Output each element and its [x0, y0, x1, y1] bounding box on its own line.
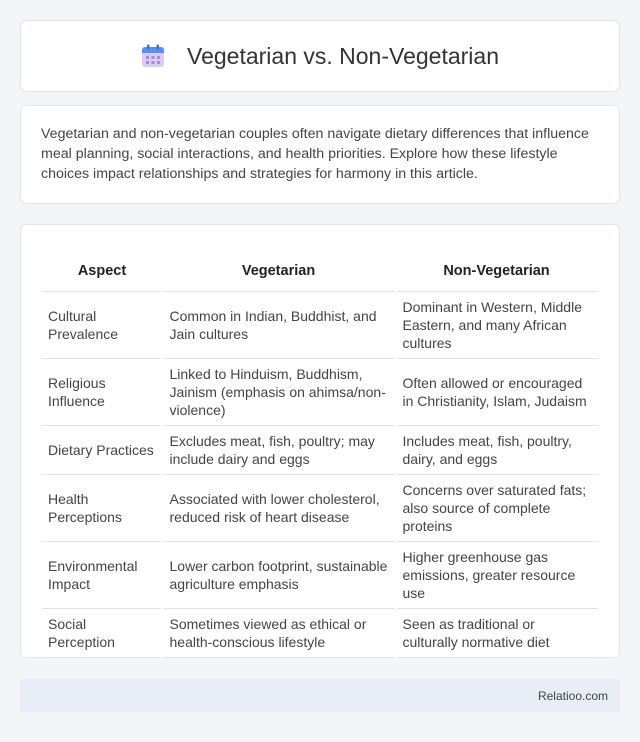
table-row: [42, 474, 598, 541]
table-cell-vegetarian: Associated with lower cholesterol, reduced risk of heart disease: [162, 474, 395, 541]
table-cell-vegetarian: Excludes meat, fish, poultry; may include dairy and eggs: [162, 425, 395, 474]
table-cell-vegetarian: Linked to Hinduism, Buddhism, Jainism (emphasis on ahimsa/non-violence): [162, 358, 395, 425]
table-cell-aspect: Religious Influence: [42, 358, 162, 425]
table-cell-aspect: Social Perception: [42, 608, 162, 657]
table-cell-aspect: Environmental Impact: [42, 541, 162, 608]
header-card: [20, 20, 620, 92]
intro-paragraph: Vegetarian and non-vegetarian couples often navigate dietary differences that influence meal planning, social interactions, and health priorities. Explore how these lifestyle choices impact relationships and strategies for harmony in this article.: [41, 126, 589, 182]
table-row: [42, 425, 598, 474]
column-header-aspect: Aspect: [42, 245, 162, 291]
footer-brand: Relatioo.com: [537, 688, 608, 703]
table-row: [42, 541, 598, 608]
table-cell-non-vegetarian: Often allowed or encouraged in Christianity, Islam, Judaism: [395, 358, 598, 425]
table-cell-vegetarian: Common in Indian, Buddhist, and Jain cultures: [162, 291, 395, 358]
table-cell-aspect: Dietary Practices: [42, 425, 162, 474]
comparison-table-card: [20, 224, 620, 658]
table-cell-non-vegetarian: Higher greenhouse gas emissions, greater resource use: [395, 541, 598, 608]
table-cell-vegetarian: Lower carbon footprint, sustainable agriculture emphasis: [162, 541, 395, 608]
table-cell-aspect: Health Perceptions: [42, 474, 162, 541]
calendar-icon: [141, 44, 165, 68]
table-cell-non-vegetarian: Seen as traditional or culturally normative diet: [395, 608, 598, 657]
table-cell-aspect: Cultural Prevalence: [42, 291, 162, 358]
table-header-row: [42, 245, 598, 291]
table-row: [42, 608, 598, 657]
page-title: Vegetarian vs. Non-Vegetarian: [187, 42, 499, 69]
table-cell-vegetarian: Sometimes viewed as ethical or health-conscious lifestyle: [162, 608, 395, 657]
table-cell-non-vegetarian: Includes meat, fish, poultry, dairy, and eggs: [395, 425, 598, 474]
column-header-non-vegetarian: Non-Vegetarian: [395, 245, 598, 291]
footer: [20, 679, 620, 712]
table-cell-non-vegetarian: Dominant in Western, Middle Eastern, and many African cultures: [395, 291, 598, 358]
table-cell-non-vegetarian: Concerns over saturated fats; also source of complete proteins: [395, 474, 598, 541]
table-row: [42, 291, 598, 358]
intro-card: [20, 105, 620, 204]
table-row: [42, 358, 598, 425]
comparison-table: [42, 245, 598, 658]
column-header-vegetarian: Vegetarian: [162, 245, 395, 291]
